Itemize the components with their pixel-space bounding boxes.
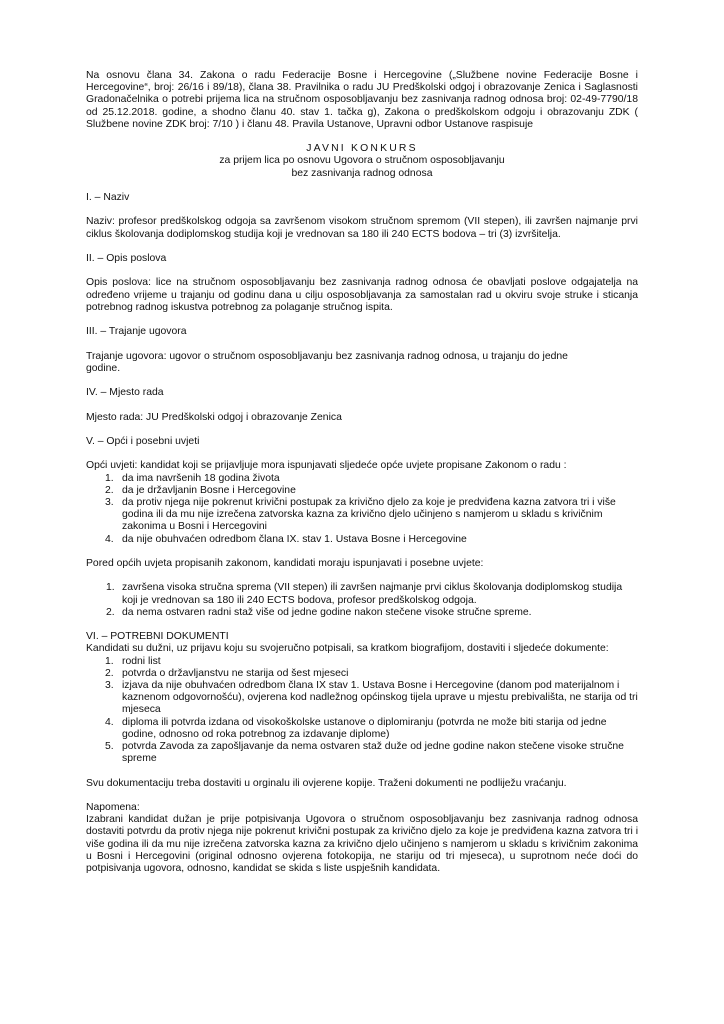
section-5-heading: V. – Opći i posebni uvjeti [86,435,200,447]
section-1-heading: I. – Naziv [86,192,130,203]
list-item: 1. da ima navršenih 18 godina života [105,472,280,484]
special-conditions-list [86,582,638,619]
section-4-heading: IV. – Mjesto rada [86,387,164,399]
general-conditions-intro: Opći uvjeti: kandidat koji se prijavljuje mora ispunjavati sljedeće opće uvjete propisane Zakonom o radu : [86,460,567,472]
note-text: Izabrani kandidat dužan je prije potpisivanja Ugovora o stručnom osposobljavanju bez zasnivanja radnog odnosa dostaviti potvrdu da protiv njega nije pokrenut krivični postupak za krivično djelo za koje je predviđena kazna zatvora tri i više godina ili da mu nije izrečena zatvorska kazna za krivično djelo učinjeno s namjerom u skladu s krivičnim zakonima u Bosni i Hercegovini (original odnosno ovjerena fotokopija, ne stariju od tri mjeseca), u suprotnom neće doći do potpisivanja ugovora, odnosno, kandidat se skida s liste uspješnih kandidata. [86,814,638,874]
list-item: 1. rodni list [105,655,161,667]
intro-paragraph: Na osnovu člana 34. Zakona o radu Federacije Bosne i Hercegovine („Službene novine Federacije Bosne i Hercegovine“, broj: 26/16 i 89/18), člana 38. Pravilnika o radu JU Predškolski odgoj i obrazovanje Zenica i Saglasnosti Gradonačelnika o potrebi prijema lica na stručnom osposobljavanju bez zasnivanja radnog odnosa broj: 02-49-7790/18 od 25.12.2018. godine, a shodno članu 40. stav 1. tačka g), Zakona o predškolskom odgoju i obrazovanju ZDK ( Službene novine ZDK broj: 7/10 ) i članu 48. Pravila Ustanove, Upravni odbor Ustanove raspisuje [86,70,638,130]
section-3-text: Trajanje ugovora: ugovor o stručnom osposobljavanju bez zasnivanja radnog odnosa, u trajanju do jedne godine. [86,350,568,374]
list-item: 2. da je državljanin Bosne i Hercegovine [105,484,296,496]
list-item: 3. izjava da nije obuhvaćen odredbom člana IX stav 1. Ustava Bosne i Hercegovine (danom pod materijalnom i kaznenom odgovornošću), ovjerena kod nadležnog općinskog tijela uprave u mjestu prebivališta, ne starija od tri mjeseca [105,679,638,716]
section-1-text: Naziv: profesor predškolskog odgoja sa završenom visokom stručnom spremom (VII stepen), ili završen najmanje prvi ciklus školovanja dodiplomskog studija koji je vrednovan sa 180 ili 240 ECTS bodova – tri (3) izvršitelja. [86,216,638,240]
general-conditions-list [86,473,638,546]
documents-list [86,656,638,766]
list-item: 3. da protiv njega nije pokrenut krivični postupak za krivično djelo za koje je predviđena kazna zatvora tri i više godina ili da mu nije izrečena zatvorska kazna za krivično djelo učinjeno s namjerom u skladu s krivičnim zakonima u Bosni i Hercegovini [105,496,616,533]
list-item: 2. potvrda o državljanstvu ne starija od šest mjeseci [105,667,349,679]
note-heading: Napomena: [86,801,140,813]
list-item: 5. potvrda Zavoda za zapošljavanje da nema ostvaren staž duže od jedne godine nakon stečene visoke stručne spreme [105,740,624,765]
special-conditions-intro: Pored općih uvjeta propisanih zakonom, kandidati moraju ispunjavati i posebne uvjete: [86,557,484,569]
list-item: 1. završena visoka stručna sprema (VII stepen) ili završen najmanje prvi ciklus školovanja dodiplomskog studija koji je vrednovan sa 180 ili 240 ECTS bodova, profesor predškolskog odgoja. [106,582,623,606]
documents-note: Svu dokumentaciju treba dostaviti u orginalu ili ovjerene kopije. Traženi dokumenti ne podliježu vraćanju. [86,777,567,789]
section-3-heading: III. – Trajanje ugovora [86,326,187,338]
list-item: 4. diploma ili potvrda izdana od visokoškolske ustanove o diplomiranju (potvrda ne može biti starija od jedne godine, odnosno od roka potrebnog za izdavanje diplome) [105,716,607,740]
list-item: 4. da nije obuhvaćen odredbom člana IX. stav 1. Ustava Bosne i Hercegovine [105,533,467,545]
section-4-text: Mjesto rada: JU Predškolski odgoj i obrazovanje Zenica [86,411,342,423]
section-2-heading: II. – Opis poslova [86,252,167,264]
document-subtitle-line-1: za prijem lica po osnovu Ugovora o stručnom osposobljavanju [219,155,505,167]
section-6-heading: VI. – POTREBNI DOKUMENTI [86,631,229,643]
documents-intro: Kandidati su dužni, uz prijavu koju su svojeručno potpisali, sa kratkom biografijom, dostaviti i sljedeće dokumente: [86,643,609,655]
document-subtitle-line-2: bez zasnivanja radnog odnosa [291,167,433,179]
document-page [86,70,638,875]
list-item: 2. da nema ostvaren radni staž više od jedne godine nakon stečene visoke stručne spreme. [106,606,532,618]
document-title: JAVNI KONKURS [306,143,418,155]
section-2-text: Opis poslova: lice na stručnom osposobljavanju bez zasnivanja radnog odnosa će obavljati poslove odgajatelja na određeno vrijeme u trajanju od godinu dana u cilju osposobljavanja za samostalan rad u okviru svoje struke i sticanja potrebnog radnog iskustva potrebnog za polaganje stručnog ispita. [86,277,638,313]
title-block [86,143,638,180]
